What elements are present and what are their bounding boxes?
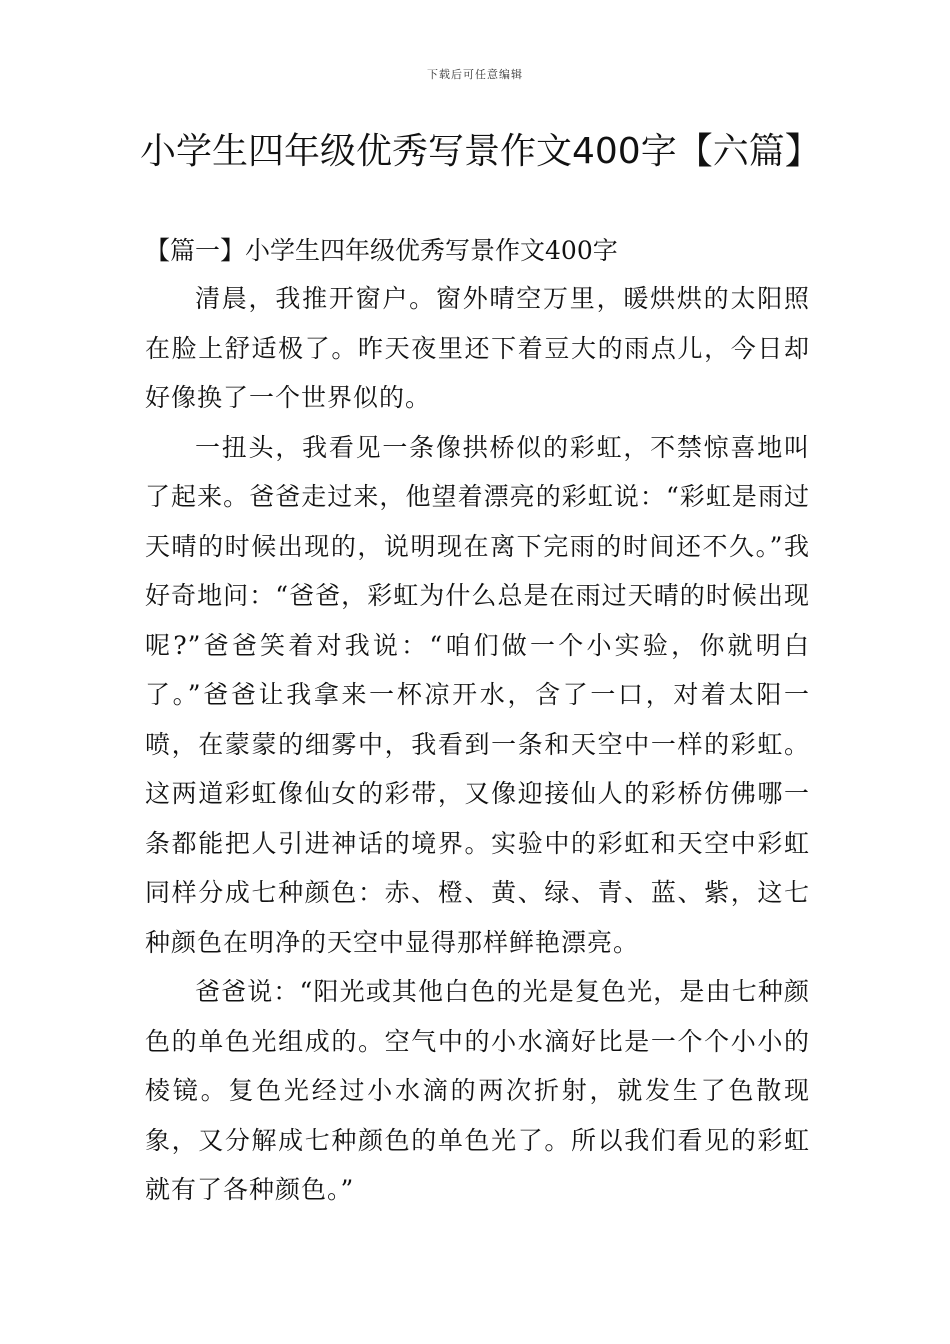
header-note: 下载后可任意编辑: [427, 68, 523, 81]
paragraph-2: 一扭头，我看见一条像拱桥似的彩虹，不禁惊喜地叫了起来。爸爸走过来，他望着漂亮的彩虹说：“彩虹是雨过天晴的时候出现的，说明现在离下完雨的时间还不久。”我好奇地问：“爸爸，彩虹为什么总是在雨过天晴的时候出现呢?”爸爸笑着对我说：“咱们做一个小实验，你就明白了。”爸爸让我拿来一杯凉开水，含了一口，对着太阳一喷，在蒙蒙的细雾中，我看到一条和天空中一样的彩虹。这两道彩虹像仙女的彩带，又像迎接仙人的彩桥仿佛哪一条都能把人引进神话的境界。实验中的彩虹和天空中彩虹同样分成七种颜色：赤、橙、黄、绿、青、蓝、紫，这七种颜色在明净的天空中显得那样鲜艳漂亮。: [145, 432, 810, 957]
document-body: [145, 228, 810, 1215]
document-title: 小学生四年级优秀写景作文400字【六篇】: [140, 131, 821, 172]
paragraph-3: 爸爸说：“阳光或其他白色的光是复色光，是由七种颜色的单色光组成的。空气中的小水滴好比是一个个小小的棱镜。复色光经过小水滴的两次折射，就发生了色散现象，又分解成七种颜色的单色光了。所以我们看见的彩虹就有了各种颜色。”: [145, 977, 810, 1204]
paragraph-1: 清晨，我推开窗户。窗外晴空万里，暖烘烘的太阳照在脸上舒适极了。昨天夜里还下着豆大的雨点儿，今日却好像换了一个世界似的。: [145, 284, 810, 412]
section-heading: 【篇一】小学生四年级优秀写景作文400字: [145, 236, 618, 265]
